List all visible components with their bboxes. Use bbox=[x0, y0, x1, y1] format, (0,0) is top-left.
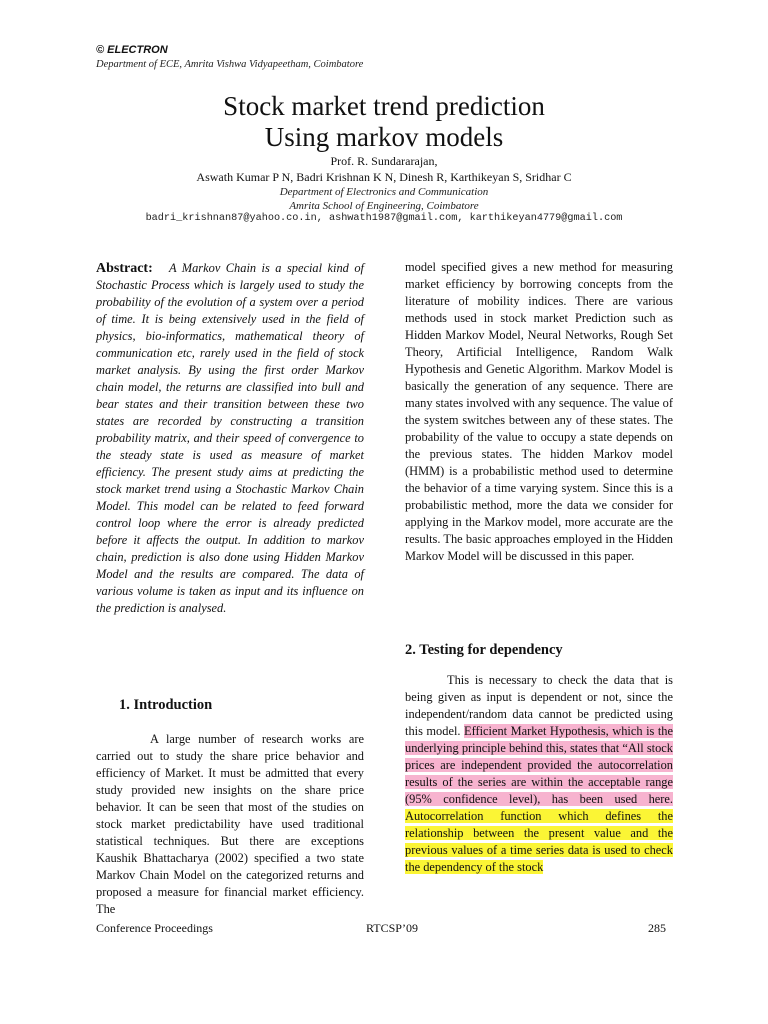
introduction-text: A large number of research works are carried out to study the share price behavior and efficiency of Market. It must be admitted that every study provided new insights on the share price behavior. It can be seen that most of the studies on stock market predictability have used traditional statistical techniques. But there are exceptions Kaushik Bhattacharya (2002) specified a two state Markov Chain Model on the categorized returns and proposed a measure for financial market efficiency. The bbox=[96, 732, 364, 916]
author-line-1: Prof. R. Sundararajan, bbox=[330, 154, 438, 168]
paper-title-line-2: Using markov models bbox=[264, 122, 504, 152]
header-department: Department of ECE, Amrita Vishwa Vidyapeetham, Coimbatore bbox=[96, 59, 364, 70]
highlight-pink: Efficient Market Hypothesis, which is the underlying principle behind this, states that “All stock prices are independent provided the autocorrelation results of the series are within the acceptable range (95% confidence level), has been used here. bbox=[405, 724, 673, 806]
author-line-2: Aswath Kumar P N, Badri Krishnan K N, Dinesh R, Karthikeyan S, Sridhar C bbox=[196, 170, 572, 184]
page-number: 285 bbox=[648, 921, 666, 935]
introduction-paragraph bbox=[96, 731, 364, 918]
affiliation-department: Department of Electronics and Communication bbox=[279, 186, 489, 198]
footer-event: RTCSP’09 bbox=[366, 921, 418, 935]
paper-title-line-1: Stock market trend prediction bbox=[223, 91, 545, 121]
abstract-text: A Markov Chain is a special kind of Stochastic Process which is largely used to study the probability of the evolution of a system over a period of time. It is being extensively used in the field of physics, bio-informatics, mathematical theory of communication etc, rarely used in the field of stock market analysis. By using the first order Markov chain model, the returns are classified into bull and bear states and their transition between these two states are recorded by constructing a transition probability matrix, and their speed of convergence to the steady state is used as measure of market efficiency. The present study aims at predicting the stock market trend using a Stochastic Markov Chain Model. This model can be related to feed forward control loop where the error is already predicted before it affects the output. In addition to markov chain, prediction is also done using Hidden Markov Model and the results are compared. The data of various volume is taken as input and its influence on the prediction is analysed. bbox=[96, 261, 364, 615]
abstract-label: Abstract: bbox=[96, 261, 153, 276]
testing-paragraph bbox=[405, 672, 673, 876]
affiliation-school: Amrita School of Engineering, Coimbatore bbox=[289, 200, 479, 212]
author-emails: badri_krishnan87@yahoo.co.in, ashwath1987@gmail.com, karthikeyan4779@gmail.com bbox=[145, 213, 623, 224]
abstract-paragraph bbox=[96, 260, 364, 617]
section-heading-introduction: 1. Introduction bbox=[119, 697, 213, 713]
footer-conference: Conference Proceedings bbox=[96, 921, 213, 935]
right-column-paragraph: model specified gives a new method for measuring market efficiency by borrowing concepts from the literature of mobility indices. There are various methods used in stock market Prediction such as Hidden Markov Model, Neural Networks, Rough Set Theory, Artificial Intelligence, Random Walk Hypothesis and Genetic Algorithm. Markov Model is basically the generation of any sequence. There are many states involved with any sequence. The value of the system switches between any of these states. The probability of the value to occupy a state depends on the previous states. The hidden Markov model (HMM) is a probabilistic method used to determine the behavior of a time varying system. Since this is a probabilistic method, more the data we consider for applying in the Markov model, more accurate are the results. The basic approaches employed in the Hidden Markov Model will be discussed in this paper. bbox=[405, 260, 673, 563]
publisher-logo: © ELECTRON bbox=[96, 44, 168, 56]
testing-text-plain: This is necessary to check the data that is being given as input is dependent or not, since the independent/random data cannot be predicted using this model. bbox=[405, 673, 673, 738]
highlight-yellow: Autocorrelation function which defines the relationship between the present value and the previous values of a time series data is used to check the dependency of the stock bbox=[405, 809, 673, 874]
section-heading-testing: 2. Testing for dependency bbox=[405, 642, 563, 658]
